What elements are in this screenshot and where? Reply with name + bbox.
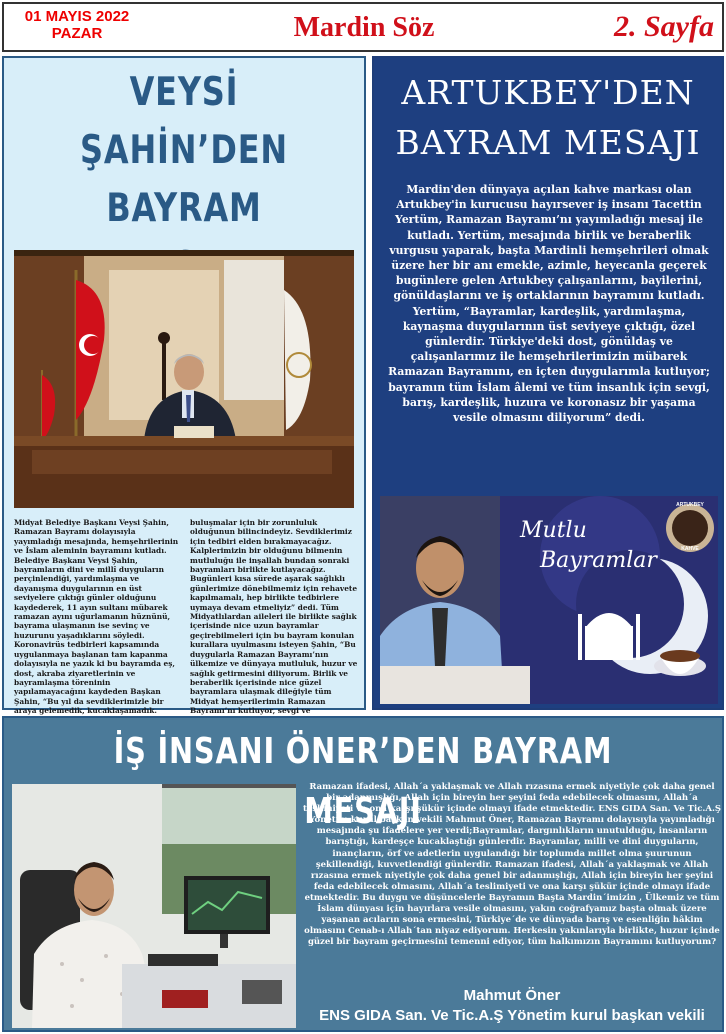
title-line-1: VEYSİ ŞAHİN’DEN — [80, 70, 288, 173]
page-header — [2, 2, 724, 52]
article-artukbey — [372, 56, 724, 710]
title-line-2: BAYRAM — [106, 186, 262, 231]
body-column-2: buluşmalar için bir zorunluluk olduğunun bilincindeyiz. Sevdiklerimiz için tedbiri elden bırakmayacağız. Kalplerimizin bir olduğunu bilmenin mutluluğu ile inşallah bundan sonraki bayramları birlikte kutlayacağız. Bugünleri kısa sürede aşarak sağlıklı günlerimize dönebilmemiz için rehavete kapılmamalı, hep birlikte tedbirlere uymaya devam etmeliyiz” dedi. Tüm Midyatlılardan aileleri ile birlikte sağlık içerisinde nice uzun bayramlar geçirebilmeleri için bu bayram konulan kurallara uyulmasını isteyen Şahin, “Bu duygularla Ramazan Bayramı’nın ülkemize ve dünyaya mutluluk, huzur ve sağlık getirmesini diliyorum. Birlik ve beraberlik içerisinde nice güzel bayramlara ulaşmak dileğiyle tüm Midyat hemşerilerimin Ramazan Bayramı’nı kutluyor, sevgi ve — [190, 518, 358, 716]
article-title: İŞ İNSANI ÖNER’DEN BAYRAM MESAJI — [113, 731, 613, 832]
page-number: 2. Sayfa — [614, 10, 714, 43]
brand-logo — [668, 502, 712, 552]
greeting-card-photo — [380, 496, 718, 704]
logo-top-text: ARTUKBEY — [676, 502, 704, 508]
signature-name: Mahmut Öner — [463, 987, 561, 1004]
office-scene-illustration — [14, 250, 354, 508]
greeting-text — [510, 516, 657, 576]
day-text: PAZAR — [51, 25, 103, 42]
title-line-1: ARTUKBEY'DEN — [401, 73, 695, 112]
article-mahmut-oner — [2, 716, 724, 1032]
signature — [302, 986, 722, 1026]
article-body — [14, 518, 358, 734]
date-text: 01 MAYIS 2022 — [24, 8, 130, 25]
greeting-line-1: Mutlu — [520, 518, 587, 543]
article-body: Ramazan ifadesi, Allah´a yaklaşmak ve Allah rızasına ermek niyetiyle çok daha genel bir adanmışlığı, Allah için bireyin her şeyini feda edebilecek olmasını, Allah´a teslimiyeti ve ona karşı şükür içinde olmayı ifade etmektedir. ENS GIDA San. Ve Tic.A.Ş Yönetim kurul başkan vekili Mahmut Öner, Ramazan Bayramı dolayısıyla yayımladığı mesajında şu ifadelere yer verdi;Bayramlar, dargınlıkların unutulduğu, insanların barıştığı, kardeşçe kucaklaştığı günlerdir. Bayramlar, milli ve dini duyguların, inançların, örf ve adetlerin uygulandığı bir toplumda millet olma şuurunun şekillendiği, kuvvetlendiği günlerdir. Ramazan ifadesi, Allah´a yaklaşmak ve Allah rızasına ermek niyetiyle çok daha genel bir adanmışlığı, Allah için bireyin her şeyini feda edebilecek olmasını, Allah´a teslimiyeti ve ona karşı şükür içinde olmayı ifade etmektedir. Bu duygu ve düşüncelerle Bayramın Başta Mardin´imizin , Ülkemiz ve tüm İslam dünyası için hayırlara vesile olmasını, yakın coğrafyamız başta olmak üzere yaşanan acıların sona ermesini, Türkiye´de ve dünyada barış ve esenliğin hâkim olmasını Cenab-ı Allah´tan niyaz ediyorum. Herkesin yakınlarıyla birlikte, huzur içinde güzel bir bayram geçirmesini temenni ediyor, tüm halkımızın Bayramını kutluyorum? — [302, 782, 722, 948]
article-veysi-sahin — [2, 56, 366, 716]
body-column-1: Midyat Belediye Başkanı Veysi Şahin, Ramazan Bayramı dolayısıyla yayımladığı mesajında, hemşehrilerinin ve İslam aleminin bayramını kutladı. Belediye Başkanı Veysi Şahin, bayramların dini ve millî duyguların perçinlendiği, yardımlaşma ve dayanışma duygularının en üst seviyelere çıktığı günler olduğunu kaydederek, 11 ayın sultanı mübarek ramazan ayını uğurlamanın hüznünü, bayrama ulaşmanın ise sevinç ve huzurunu yaşadıklarını söyledi. Koronavirüs tedbirleri kapsamında uygulanmaya başlanan tam kapanma dolayısıyla ne yazık ki bu bayramda eş, dost, akraba ziyaretlerinin ve bayramlaşma töreninin yapılamayacağını kaydeden Başkan Şahin, “Bu yıl da sevdiklerimizle bir araya gelemedik, kucaklaşamadık. — [14, 518, 179, 716]
logo-bottom-text: KAHVE — [681, 546, 699, 552]
article-title — [374, 68, 722, 168]
article-body: Mardin'den dünyaya açılan kahve markası olan Artukbey'in kurucusu hayırsever iş insanı Tacettin Yertüm, Ramazan Bayramı’nı yayımladığı mesaj ile kutladı. Yertüm, mesajında birlik ve beraberlik vurgusu yaparak, başta Mardinli hemşehrileri olmak üzere her bir anı emekle, azimle, heyecanla geçerek bugünlere gelen Artukbey çalışanlarını, bayilerini, gönüldaşlarını ve iş ortaklarının bayramını kutladı. Yertüm, “Bayramlar, kardeşlik, yardımlaşma, kaynaşma duygularının üst seviyeye çıktığı, özel günlerdir. Türkiye'deki dost, gönüldaş ve çalışanlarımız ile hemşehrilerimizin mübarek Ramazan Bayramını, en içten duygularımla kutluyor; bayramın tüm İslam âlemi ve tüm insanlık için sevgi, barış, kardeşlik, huzura ve koronasız bir yaşama vesile olmasını diliyorum” dedi. — [388, 183, 710, 425]
mayor-office-photo — [14, 250, 354, 508]
greeting-line-2: Bayramlar — [540, 548, 657, 573]
newspaper-name: Mardin Söz — [293, 12, 435, 43]
issue-date — [12, 8, 142, 42]
title-line-2: BAYRAM MESAJI — [395, 123, 701, 162]
office-desk-illustration — [12, 784, 296, 1028]
signature-title: ENS GIDA San. Ve Tic.A.Ş Yönetim kurul başkan vekili — [319, 1007, 705, 1024]
oner-office-photo — [12, 784, 296, 1028]
